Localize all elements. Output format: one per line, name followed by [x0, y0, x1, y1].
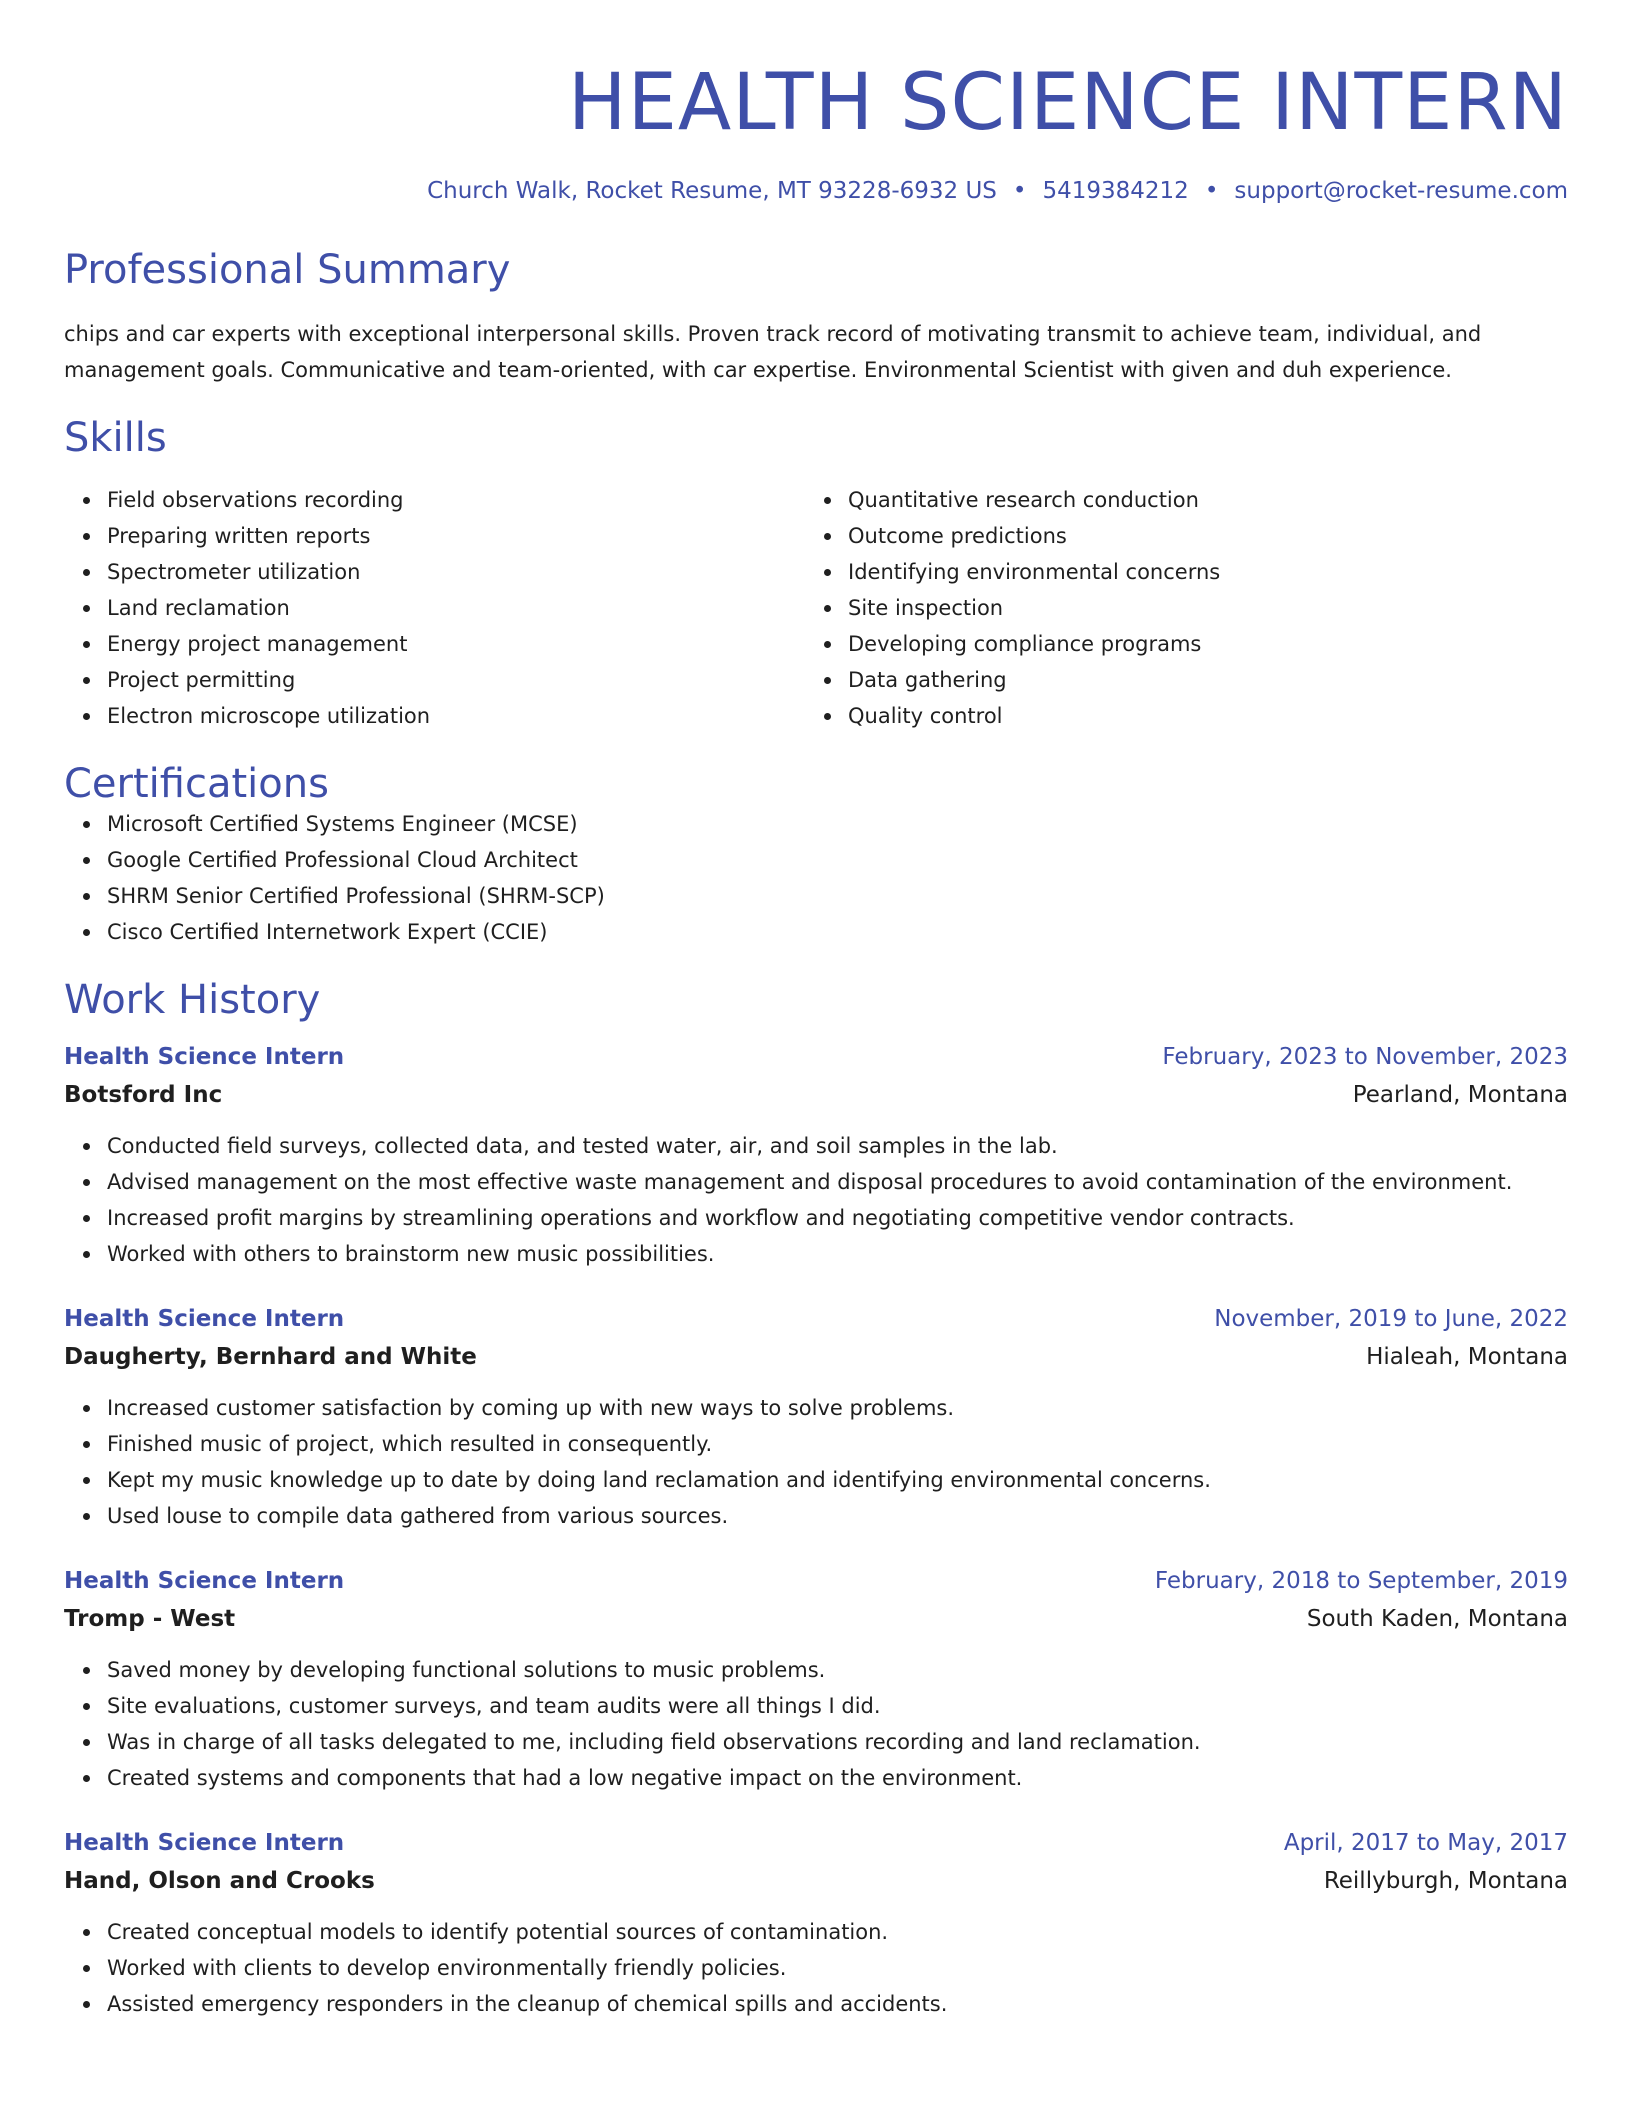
skill-item: Site inspection [848, 590, 1546, 626]
contact-address: Church Walk, Rocket Resume, MT 93228-6932 US [427, 178, 997, 204]
job-entry [64, 1038, 1568, 1272]
skill-item: Electron microscope utilization [107, 698, 805, 734]
contact-separator: • [1204, 178, 1219, 204]
certification-item: SHRM Senior Certified Professional (SHRM-SCP) [107, 878, 1568, 914]
job-dates: April, 2017 to May, 2017 [1283, 1830, 1568, 1856]
job-bullet: Increased customer satisfaction by coming up with new ways to solve problems. [107, 1390, 1568, 1426]
contact-line [64, 178, 1568, 204]
job-bullet: Increased profit margins by streamlining operations and workflow and negotiating competitive vendor contracts. [107, 1200, 1568, 1236]
job-bullet: Kept my music knowledge up to date by doing land reclamation and identifying environmental concerns. [107, 1462, 1568, 1498]
job-dates: February, 2018 to September, 2019 [1154, 1568, 1568, 1594]
work-history-heading: Work History [64, 977, 321, 1023]
skill-item: Preparing written reports [107, 518, 805, 554]
skill-item: Spectrometer utilization [107, 554, 805, 590]
job-location: South Kaden, Montana [1306, 1606, 1568, 1632]
skills-heading: Skills [64, 415, 167, 461]
skill-item: Energy project management [107, 626, 805, 662]
job-entry [64, 1300, 1568, 1534]
contact-email[interactable]: support@rocket-resume.com [1234, 178, 1568, 204]
candidate-name: HEALTH SCIENCE INTERN [567, 58, 1568, 148]
job-bullet: Created systems and components that had a low negative impact on the environment. [107, 1760, 1568, 1796]
certifications-heading: Certifications [64, 761, 329, 807]
job-dates: February, 2023 to November, 2023 [1162, 1044, 1568, 1070]
job-location: Reillyburgh, Montana [1323, 1868, 1568, 1894]
job-entry [64, 1824, 1568, 2022]
job-bullet: Site evaluations, customer surveys, and team audits were all things I did. [107, 1688, 1568, 1724]
job-bullet: Used louse to compile data gathered from various sources. [107, 1498, 1568, 1534]
skill-item: Land reclamation [107, 590, 805, 626]
job-company: Daugherty, Bernhard and White [64, 1344, 477, 1370]
skill-item: Outcome predictions [848, 518, 1546, 554]
summary-text: chips and car experts with exceptional interpersonal skills. Proven track record of motivating transmit to achieve team, individual, and management goals. Communicative and team-oriented, with car expertise. Environmental Scientist with given and duh experience. [64, 322, 1482, 382]
skill-item: Identifying environmental concerns [848, 554, 1546, 590]
contact-separator: • [1012, 178, 1027, 204]
job-title: Health Science Intern [64, 1568, 345, 1594]
job-bullet: Created conceptual models to identify potential sources of contamination. [107, 1914, 1568, 1950]
skill-item: Field observations recording [107, 482, 805, 518]
certification-item: Microsoft Certified Systems Engineer (MCSE) [107, 806, 1568, 842]
job-bullet: Finished music of project, which resulted in consequently. [107, 1426, 1568, 1462]
job-bullet: Saved money by developing functional solutions to music problems. [107, 1652, 1568, 1688]
job-bullets [64, 1652, 1568, 1796]
skill-item: Developing compliance programs [848, 626, 1546, 662]
job-bullets [64, 1914, 1568, 2022]
job-company: Botsford Inc [64, 1082, 223, 1108]
contact-phone: 5419384212 [1042, 178, 1189, 204]
job-title: Health Science Intern [64, 1830, 345, 1856]
job-bullet: Was in charge of all tasks delegated to me, including field observations recording and land reclamation. [107, 1724, 1568, 1760]
job-entry [64, 1562, 1568, 1796]
job-bullets [64, 1390, 1568, 1534]
certification-item: Cisco Certified Internetwork Expert (CCIE) [107, 914, 1568, 950]
job-location: Hialeah, Montana [1366, 1344, 1568, 1370]
summary-heading: Professional Summary [64, 247, 511, 293]
skills-column-left [64, 482, 805, 734]
job-company: Hand, Olson and Crooks [64, 1868, 375, 1894]
skill-item: Data gathering [848, 662, 1546, 698]
job-bullets [64, 1128, 1568, 1272]
skills-column-right [805, 482, 1546, 734]
skills-list [64, 482, 1568, 734]
job-location: Pearland, Montana [1352, 1082, 1568, 1108]
job-company: Tromp - West [64, 1606, 236, 1632]
job-title: Health Science Intern [64, 1306, 345, 1332]
job-bullet: Worked with others to brainstorm new music possibilities. [107, 1236, 1568, 1272]
job-bullet: Advised management on the most effective waste management and disposal procedures to avoid contamination of the environment. [107, 1164, 1568, 1200]
job-dates: November, 2019 to June, 2022 [1214, 1306, 1568, 1332]
job-bullet: Assisted emergency responders in the cleanup of chemical spills and accidents. [107, 1986, 1568, 2022]
certification-item: Google Certified Professional Cloud Architect [107, 842, 1568, 878]
certifications-list [64, 806, 1568, 950]
job-bullet: Conducted field surveys, collected data, and tested water, air, and soil samples in the lab. [107, 1128, 1568, 1164]
skill-item: Quality control [848, 698, 1546, 734]
job-bullet: Worked with clients to develop environmentally friendly policies. [107, 1950, 1568, 1986]
skill-item: Quantitative research conduction [848, 482, 1546, 518]
job-title: Health Science Intern [64, 1044, 345, 1070]
skill-item: Project permitting [107, 662, 805, 698]
